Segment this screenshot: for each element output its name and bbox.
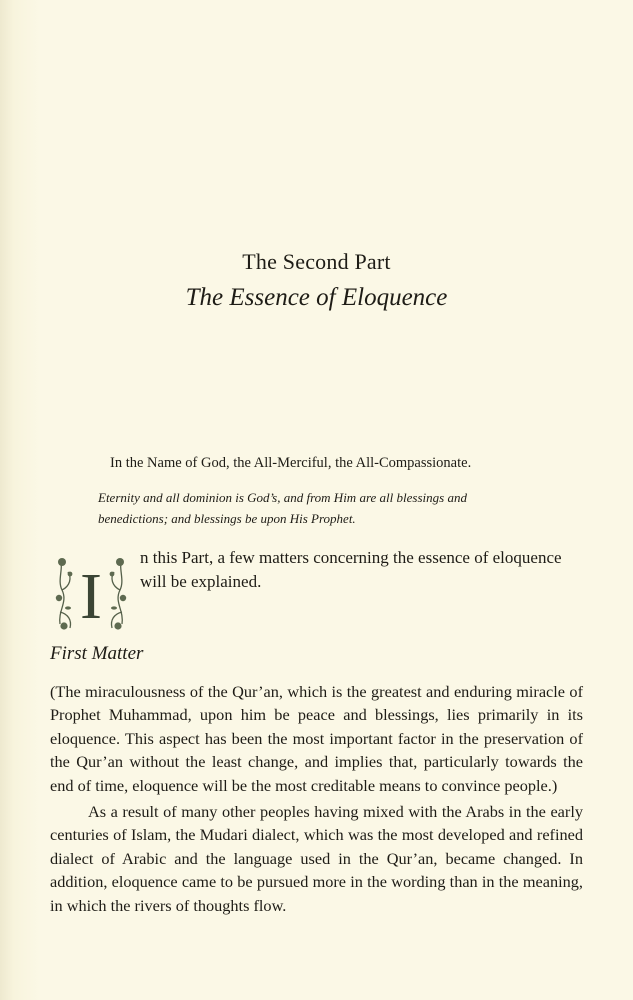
part-subtitle: The Essence of Eloquence: [185, 284, 448, 311]
drop-cap-letter: I: [80, 560, 102, 633]
intro-paragraph: n this Part, a few matters concerning the essence of eloquence will be explained.: [140, 548, 562, 591]
body-paragraph-1: (The miraculousness of the Qur’an, which is the greatest and enduring miracle of Prophet Muhammad, upon him be peace and blessings, lies primarily in its eloquence. This aspect has been the most important factor in the preservation of the Qur’an without the least change, and implies that, particularly towards the end of time, eloquence will be the most creditable means to convince people.): [50, 682, 583, 795]
body-paragraph-2: As a result of many other peoples having mixed with the Arabs in the early centuries of Islam, the Mudari dialect, which was the most developed and refined dialect of Arabic and the language used in the Qur’an, became changed. In addition, eloquence came to be pursued more in the wording than in the meaning, in which the rivers of thoughts flow.: [50, 802, 583, 915]
ornamental-drop-cap: [50, 552, 132, 634]
basmala-line: In the Name of God, the All-Merciful, the All-Compassionate.: [110, 455, 472, 471]
part-title: The Second Part: [242, 249, 391, 274]
dedication-text: Eternity and all dominion is God’s, and from Him are all blessings and benedictions; and blessings be upon His Prophet.: [98, 490, 467, 526]
section-heading: First Matter: [50, 643, 144, 664]
body-text: [50, 680, 583, 917]
